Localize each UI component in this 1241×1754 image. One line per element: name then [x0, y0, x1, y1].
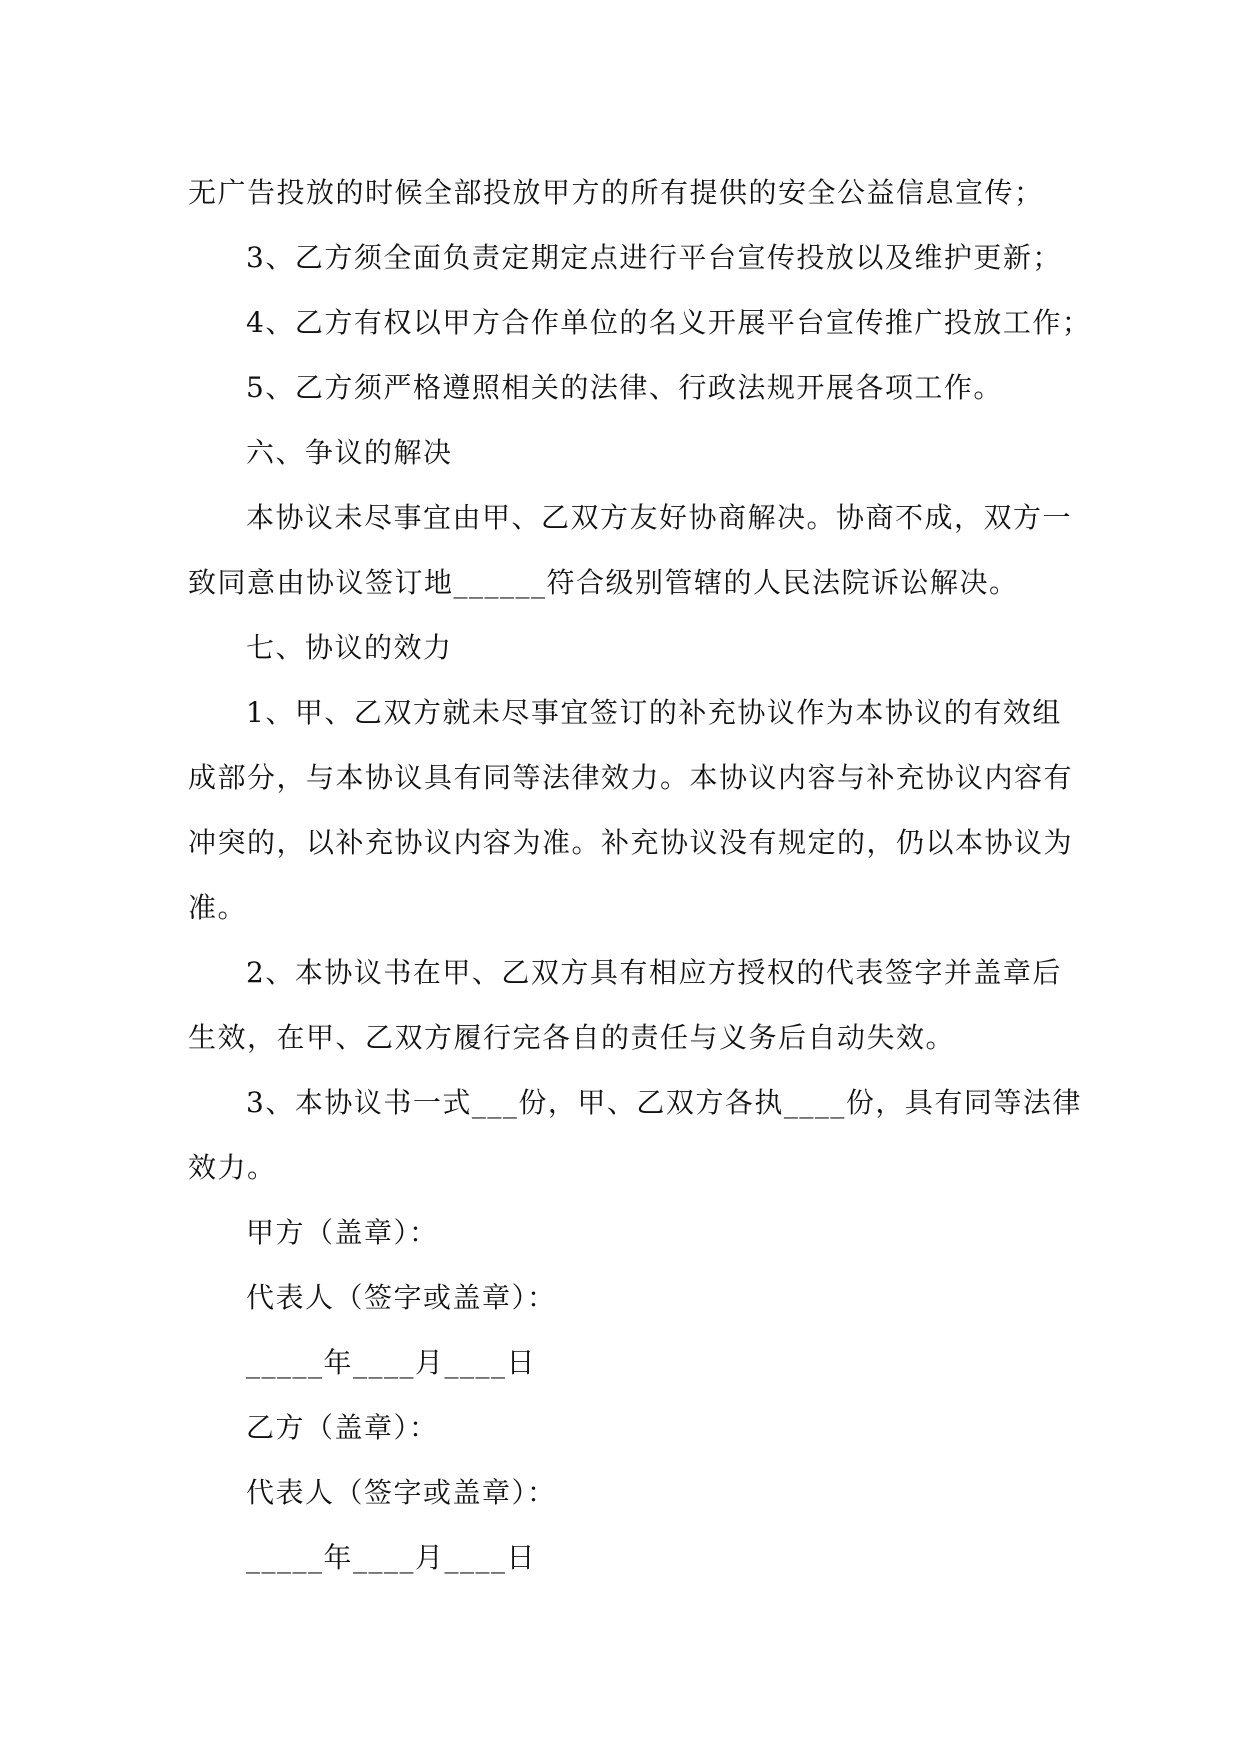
paragraph-line: 冲突的，以补充协议内容为准。补充协议没有规定的，仍以本协议为: [188, 826, 1074, 859]
clause-line: 5、乙方须严格遵照相关的法律、行政法规开展各项工作。: [246, 371, 1003, 404]
clause-line: 4、乙方有权以甲方合作单位的名义开展平台宣传推广投放工作；: [246, 306, 1092, 339]
party-a-date-line: _____年____月____日: [246, 1346, 537, 1379]
party-b-date-line: _____年____月____日: [246, 1541, 537, 1574]
clause-line: 3、乙方须全面负责定期定点进行平台宣传投放以及维护更新；: [246, 241, 1062, 274]
party-b-representative-label: 代表人（签字或盖章）：: [246, 1476, 557, 1509]
paragraph-line: 准。: [188, 891, 248, 924]
paragraph-line: 效力。: [188, 1151, 277, 1184]
clause-line: 3、本协议书一式___份，甲、乙双方各执____份，具有同等法律: [246, 1086, 1082, 1119]
party-a-seal-label: 甲方（盖章）：: [246, 1216, 439, 1249]
section-heading: 七、协议的效力: [246, 631, 453, 664]
clause-line: 2、本协议书在甲、乙双方具有相应方授权的代表签字并盖章后: [246, 956, 1062, 989]
paragraph-line: 生效，在甲、乙双方履行完各自的责任与义务后自动失效。: [188, 1021, 956, 1054]
paragraph-line: 无广告投放的时候全部投放甲方的所有提供的安全公益信息宣传；: [188, 176, 1044, 209]
document-body: [188, 160, 1092, 1590]
section-heading: 六、争议的解决: [246, 436, 453, 469]
party-a-representative-label: 代表人（签字或盖章）：: [246, 1281, 557, 1314]
paragraph-line: 本协议未尽事宜由甲、乙双方友好协商解决。协商不成，双方一: [246, 501, 1073, 534]
party-b-seal-label: 乙方（盖章）：: [246, 1411, 439, 1444]
clause-line: 1、甲、乙双方就未尽事宜签订的补充协议作为本协议的有效组: [246, 696, 1062, 729]
paragraph-line: 致同意由协议签订地______符合级别管辖的人民法院诉讼解决。: [188, 566, 1019, 599]
paragraph-line: 成部分，与本协议具有同等法律效力。本协议内容与补充协议内容有: [188, 761, 1074, 794]
